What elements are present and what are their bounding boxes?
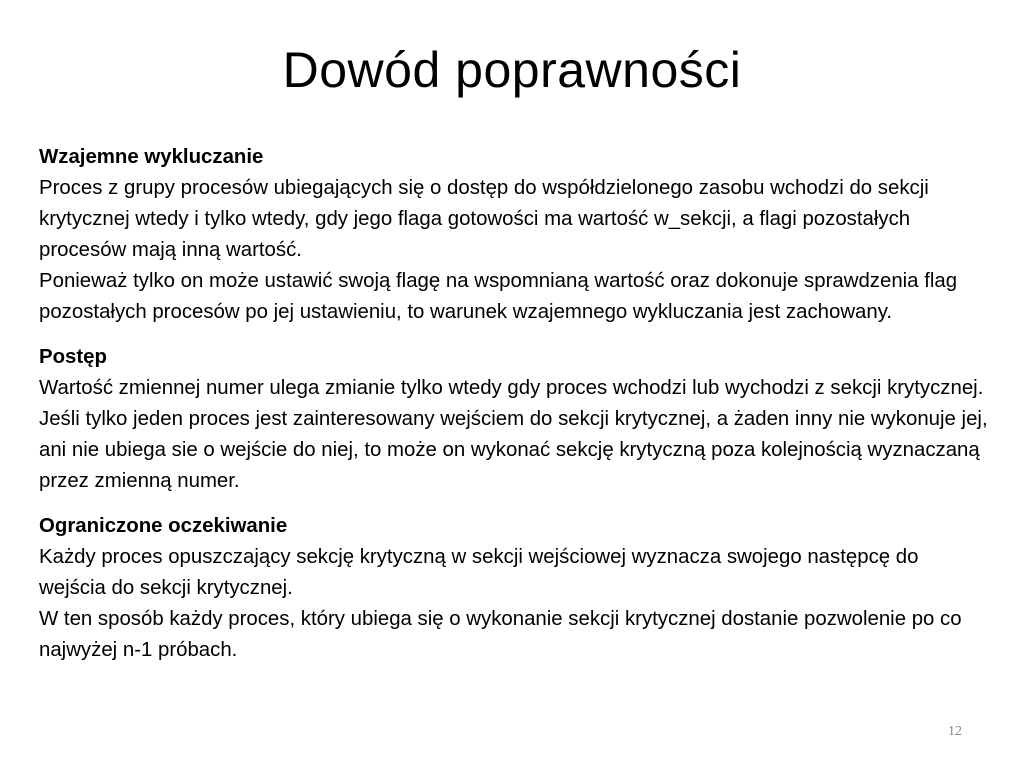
section-mutual-exclusion — [39, 142, 989, 328]
section-progress — [39, 342, 989, 497]
section-bounded-waiting — [39, 511, 989, 666]
section-heading: Postęp — [39, 346, 107, 368]
slide-content — [39, 142, 989, 680]
slide-title: Dowód poprawności — [282, 42, 742, 98]
section-paragraph: W ten sposób każdy proces, który ubiega się o wykonanie sekcji krytycznej dostanie pozwolenie po co najwyżej n-1 próbach. — [39, 608, 962, 661]
section-paragraph: Każdy proces opuszczający sekcję krytyczną w sekcji wejściowej wyznacza swojego następcę do wejścia do sekcji krytycznej. — [39, 546, 919, 599]
section-paragraph: Ponieważ tylko on może ustawić swoją flagę na wspomnianą wartość oraz dokonuje sprawdzenia flag pozostałych procesów po jej ustawieniu, to warunek wzajemnego wykluczania jest zachowany. — [39, 270, 958, 323]
section-paragraph: Jeśli tylko jeden proces jest zainteresowany wejściem do sekcji krytycznej, a żaden inny nie wykonuje jej, ani nie ubiega sie o wejście do niej, to może on wykonać sekcję krytyczną poza kolejnością wyznaczaną przez zmienną numer. — [39, 408, 988, 492]
section-paragraph: Wartość zmiennej numer ulega zmianie tylko wtedy gdy proces wchodzi lub wychodzi z sekcji krytycznej. — [39, 377, 984, 399]
section-heading: Wzajemne wykluczanie — [39, 146, 264, 168]
section-heading: Ograniczone oczekiwanie — [39, 515, 288, 537]
section-paragraph: Proces z grupy procesów ubiegających się o dostęp do współdzielonego zasobu wchodzi do sekcji krytycznej wtedy i tylko wtedy, gdy jego flaga gotowości ma wartość w_sekcji, a flagi pozostałych procesów mają inną wartość. — [39, 177, 929, 261]
page-number: 12 — [948, 724, 962, 739]
